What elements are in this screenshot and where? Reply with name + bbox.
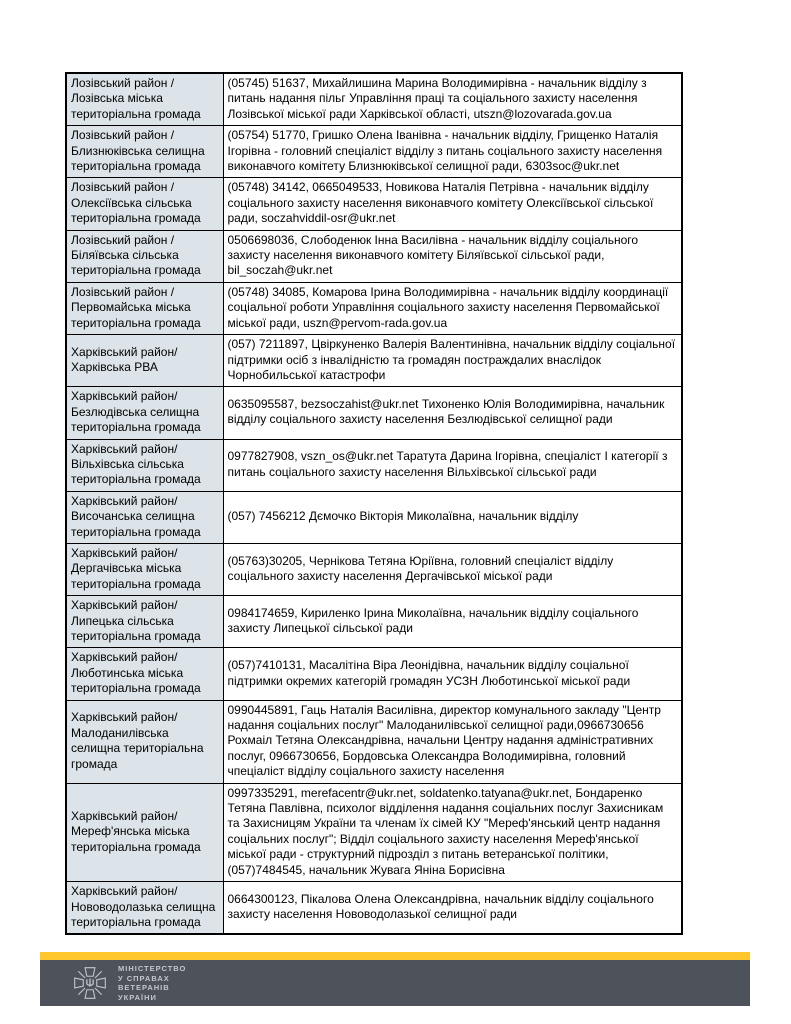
table-row xyxy=(66,882,682,935)
community-cell: Лозівський район / Біляївська сільська територіальна громада xyxy=(66,230,223,282)
page-footer xyxy=(40,952,750,1006)
contact-cell: (057)7410131, Масалітіна Віра Леонідівна, начальник відділу соціальної підтримки окремих категорій громадян УСЗН Люботинської міської ради xyxy=(223,648,682,700)
community-cell: Харківський район/ Дергачівська міська територіальна громада xyxy=(66,543,223,595)
community-cell: Харківський район/ Безлюдівська селищна територіальна громада xyxy=(66,387,223,439)
table-row xyxy=(66,439,682,491)
table-row xyxy=(66,282,682,334)
community-cell: Харківський район/ Мереф'янська міська територіальна громада xyxy=(66,783,223,881)
contact-cell: 0984174659, Кириленко Ірина Миколаївна, начальник відділу соціального захисту Липецької сільської ради xyxy=(223,596,682,648)
community-cell: Харківський район/ Нововодолазька селищна територіальна громада xyxy=(66,882,223,935)
table-row xyxy=(66,230,682,282)
table-row xyxy=(66,491,682,543)
contact-cell: 0997335291, merefacentr@ukr.net, soldatenko.tatyana@ukr.net, Бондаренко Тетяна Павлівна, психолог відділення надання соціальних послуг Захисникам та Захисницям України та членам їх сімей КУ "Мереф'янський центр надання соціальних послуг"; Відділ соціального захисту населення Мереф'янської міської ради - структурний підрозділ з питань ветеранської політики, (057)7484545, начальник Жувага Яніна Борисівна xyxy=(223,783,682,881)
table-row xyxy=(66,783,682,881)
contact-cell: 0635095587, bezsoczahist@ukr.net Тихоненко Юлія Володимирівна, начальник відділу соціального захисту населення Безлюдівської селищної ради xyxy=(223,387,682,439)
community-cell: Харківський район/ Вільхівська сільська територіальна громада xyxy=(66,439,223,491)
table-row xyxy=(66,596,682,648)
community-cell: Лозівський район / Первомайська міська територіальна громада xyxy=(66,282,223,334)
community-cell: Харківський район/ Височанська селищна територіальна громада xyxy=(66,491,223,543)
table-row xyxy=(66,73,682,126)
contact-cell: 0664300123, Пікалова Олена Олександрівна, начальник відділу соціального захисту населення Нововодолазької селищної ради xyxy=(223,882,682,935)
contact-cell: (05748) 34142, 0665049533, Новикова Наталія Петрівна - начальник відділу соціального захисту населення виконавчого комітету Олексіївської сільської ради, soczahviddil-osr@ukr.net xyxy=(223,178,682,230)
table-row xyxy=(66,700,682,783)
footer-bar xyxy=(40,960,750,1006)
contact-cell: 0990445891, Гаць Наталія Василівна, директор комунального закладу "Центр надання соціальних послуг" Малоданилівської селищної ради,0966730656 Рохмаіл Тетяна Олександрівна, начальни Центру надання адміністративних послуг, 0966730656, Бордовська Олександра Володимирівна, головний чпеціаліст відділу соціального захисту населення xyxy=(223,700,682,783)
contacts-table-body xyxy=(66,73,682,934)
contact-cell: 0977827908, vszn_os@ukr.net Таратута Дарина Ігорівна, спеціаліст І категорії з питань соціального захисту населення Вільхівської сільської ради xyxy=(223,439,682,491)
contact-cell: (05763)30205, Чернікова Тетяна Юріївна, головний спеціаліст відділу соціального захисту населення Дергачівської міської ради xyxy=(223,543,682,595)
contact-cell: (057) 7211897, Цвіркуненко Валерія Валентинівна, начальник відділу соціальної підтримки осіб з інвалідністю та громадян постраждалих внаслідок Чорнобильської катастрофи xyxy=(223,335,682,387)
community-cell: Харківський район/ Харківська РВА xyxy=(66,335,223,387)
contact-cell: 0506698036, Слободенюк Інна Василівна - начальник відділу соціального захисту населення виконавчого комітету Біляївської сільської ради, bil_soczah@ukr.net xyxy=(223,230,682,282)
table-row xyxy=(66,178,682,230)
table-row xyxy=(66,648,682,700)
contact-cell: (05748) 34085, Комарова Ірина Володимирівна - начальник відділу координації соціальної роботи Управління соціального захисту населення Первомайської міської ради, uszn@pervom-rada.gov.ua xyxy=(223,282,682,334)
ministry-name-line: УКРАЇНИ xyxy=(118,992,157,1002)
contact-cell: (05745) 51637, Михайлишина Марина Володимирівна - начальник відділу з питань надання пільг Управління праці та соціального захисту населення Лозівської міської ради Харківської області, utszn@lozovarada.gov.ua xyxy=(223,73,682,126)
ministry-name-line: У СПРАВАХ xyxy=(118,973,170,983)
table-row xyxy=(66,335,682,387)
community-cell: Харківський район/ Липецька сільська територіальна громада xyxy=(66,596,223,648)
contact-cell: (057) 7456212 Дємочко Вікторія Миколаївна, начальник відділу xyxy=(223,491,682,543)
ministry-name xyxy=(118,964,186,1002)
community-cell: Лозівський район / Близнюківська селищна територіальна громада xyxy=(66,126,223,178)
community-cell: Харківський район/ Люботинська міська територіальна громада xyxy=(66,648,223,700)
ministry-name-line: МІНІСТЕРСТВО xyxy=(118,964,187,973)
table-row xyxy=(66,126,682,178)
footer-accent-stripe xyxy=(40,952,750,960)
community-cell: Лозівський район / Олексіївська сільська територіальна громада xyxy=(66,178,223,230)
community-cell: Харківський район/ Малоданилівська селищна територіальна громада xyxy=(66,700,223,783)
ministry-veterans-emblem-icon xyxy=(72,965,108,1001)
community-cell: Лозівський район / Лозівська міська територіальна громада xyxy=(66,73,223,126)
contacts-table xyxy=(65,72,683,935)
table-row xyxy=(66,543,682,595)
ministry-name-line: ВЕТЕРАНІВ xyxy=(118,983,170,992)
contact-cell: (05754) 51770, Гришко Олена Іванівна - начальник відділу, Грищенко Наталія Ігорівна - головний спеціаліст відділу з питань соціального захисту населення виконавчого комітету Близнюківської селищної ради, 6303soc@ukr.net xyxy=(223,126,682,178)
table-row xyxy=(66,387,682,439)
